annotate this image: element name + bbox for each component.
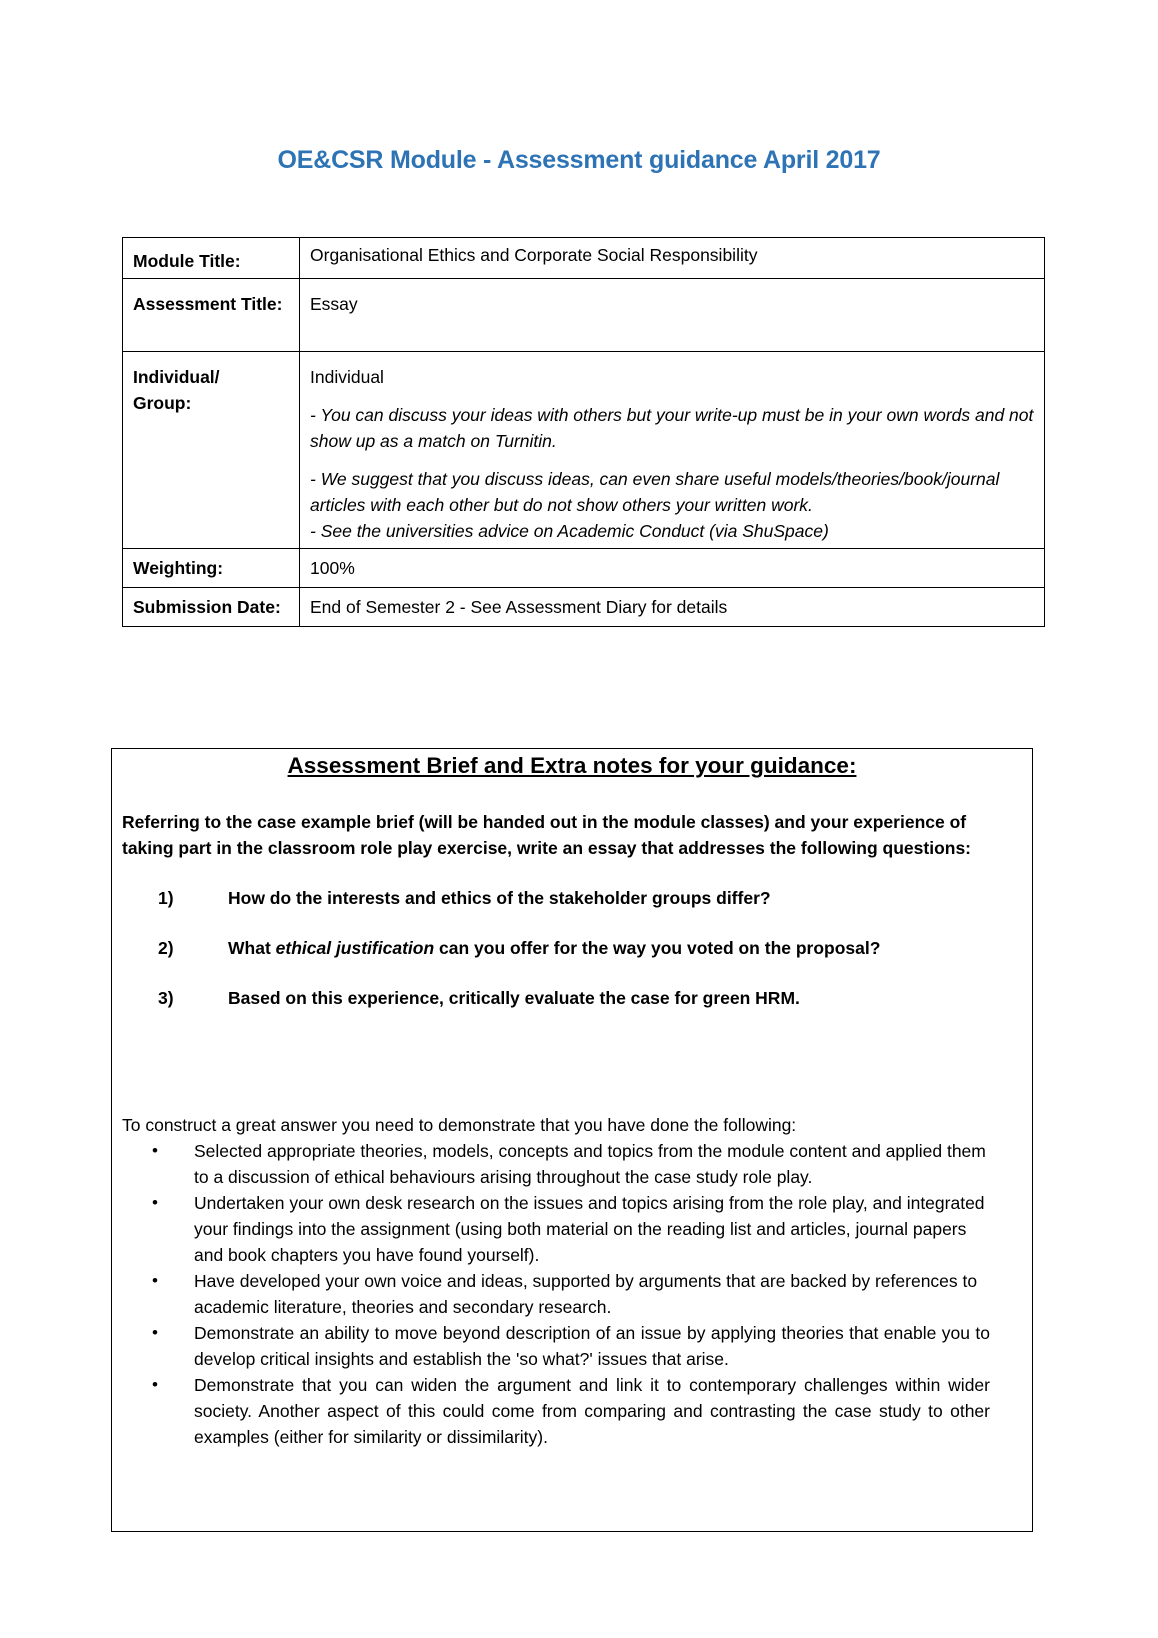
document-title: OE&CSR Module - Assessment guidance April 2017 (277, 146, 881, 174)
question-text-before: What (228, 938, 276, 958)
table-row-individual-group (123, 352, 1045, 549)
list-item-text: Selected appropriate theories, models, concepts and topics from the module content and applied them to a discussion of ethical behaviours arising throughout the case study role play. (194, 1141, 986, 1187)
question-text-after: can you offer for the way you voted on the proposal? (434, 938, 881, 958)
module-title-value: Organisational Ethics and Corporate Social Responsibility (300, 238, 1045, 279)
module-title-label: Module Title: (123, 238, 300, 279)
assessment-title-value: Essay (300, 279, 1045, 352)
brief-heading: Assessment Brief and Extra notes for your guidance: (287, 753, 857, 778)
bullet-icon: • (152, 1271, 158, 1290)
module-info-table (122, 237, 1045, 627)
table-row-submission-date (123, 588, 1045, 627)
weighting-label: Weighting: (123, 549, 300, 588)
individual-group-label-text: Individual/ Group: (133, 367, 220, 413)
question-text: How do the interests and ethics of the stakeholder groups differ? (228, 888, 771, 908)
individual-group-value: Individual (310, 367, 384, 387)
question-3 (158, 985, 1008, 1011)
submission-date-value: End of Semester 2 - See Assessment Diary for details (300, 588, 1045, 627)
list-item (148, 1268, 990, 1320)
list-item-text: Undertaken your own desk research on the issues and topics arising from the role play, and integrated your findings into the assignment (using both material on the reading list and articles, journal papers and book chapters you have found yourself). (194, 1193, 985, 1265)
question-number: 1) (158, 888, 174, 908)
bullet-icon: • (152, 1323, 158, 1342)
question-number: 2) (158, 938, 174, 958)
assessment-title-label-text: Assessment Title: (133, 294, 283, 314)
question-number: 3) (158, 988, 174, 1008)
construct-intro: To construct a great answer you need to demonstrate that you have done the following: (122, 1115, 797, 1135)
question-text-emphasis: ethical justification (275, 938, 435, 958)
question-2 (158, 935, 1008, 961)
list-item (148, 1138, 990, 1190)
list-item-text: Have developed your own voice and ideas, supported by arguments that are backed by references to academic literature, theories and secondary research. (194, 1271, 978, 1317)
list-item (148, 1320, 990, 1372)
individual-group-value-cell (300, 352, 1045, 549)
bullet-icon: • (152, 1193, 158, 1212)
brief-intro: Referring to the case example brief (will be handed out in the module classes) and your experience of taking part in the classroom role play exercise, write an essay that addresses the following questions: (122, 812, 972, 858)
bullet-icon: • (152, 1375, 158, 1394)
table-row-weighting (123, 549, 1045, 588)
weighting-value: 100% (300, 549, 1045, 588)
bullet-icon: • (152, 1141, 158, 1160)
list-item-text: Demonstrate an ability to move beyond description of an issue by applying theories that enable you to develop critical insights and establish the 'so what?' issues that arise. (194, 1323, 990, 1369)
assessment-brief-box (111, 748, 1033, 1532)
individual-group-note-1: - You can discuss your ideas with others but your write-up must be in your own words and not show up as a match on Turnitin. (310, 405, 1034, 451)
individual-group-note-2: - We suggest that you discuss ideas, can even share useful models/theories/book/journal articles with each other but do not show others your written work. (310, 469, 1000, 515)
submission-date-label: Submission Date: (123, 588, 300, 627)
list-item (148, 1190, 990, 1268)
question-1 (158, 885, 1008, 911)
guidance-bullet-list (148, 1138, 990, 1450)
list-item-text: Demonstrate that you can widen the argument and link it to contemporary challenges within wider society. Another aspect of this could come from comparing and contrasting the case study to other examples (either for similarity or dissimilarity). (194, 1375, 990, 1447)
assessment-title-label (123, 279, 300, 352)
individual-group-note-3: - See the universities advice on Academic Conduct (via ShuSpace) (310, 521, 829, 541)
individual-group-label (123, 352, 300, 549)
list-item (148, 1372, 990, 1450)
question-text: Based on this experience, critically evaluate the case for green HRM. (228, 988, 800, 1008)
table-row-assessment-title (123, 279, 1045, 352)
table-row-module-title (123, 238, 1045, 279)
